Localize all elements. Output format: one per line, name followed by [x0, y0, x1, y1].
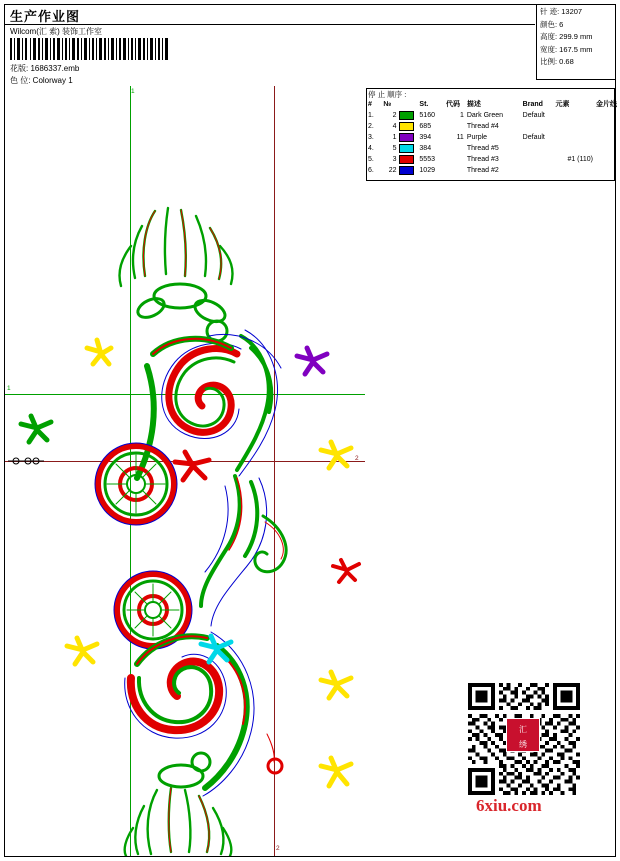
row-brand: Default	[522, 134, 545, 141]
row-element	[555, 121, 596, 132]
row-brand: Default	[522, 112, 545, 119]
color-swatch	[399, 132, 419, 143]
row-element: #1 (110)	[567, 156, 593, 163]
yellow-flower	[67, 638, 97, 664]
color-swatch-chip	[399, 144, 414, 153]
colorway-label: 色 位: Colorway 1	[10, 76, 73, 85]
row-brand	[523, 143, 556, 154]
row-needle: 4	[392, 123, 397, 130]
row-code	[446, 121, 467, 132]
brand-stamp-text-2: 绣	[519, 740, 527, 749]
col-stitches: St.	[419, 100, 429, 108]
row-sequin	[596, 154, 620, 165]
row-element	[555, 132, 596, 143]
col-description: 描述	[466, 101, 481, 108]
row-stitches: 5160	[419, 112, 435, 119]
stop-sequence-table	[368, 99, 620, 176]
row-needle: 22	[388, 167, 397, 174]
color-swatch-chip	[399, 155, 414, 164]
software-label: Wilcom(汇 索) 装饰工作室	[10, 27, 102, 36]
row-stitches: 384	[419, 145, 432, 152]
guide-label-top: 1	[131, 88, 135, 95]
row-index: 3.	[368, 134, 374, 141]
row-description: Thread #5	[466, 145, 499, 152]
row-element	[555, 110, 596, 121]
page-title: 生产作业图	[10, 9, 81, 24]
info-colors: 颜色: 6	[540, 19, 564, 29]
row-stitches: 5553	[419, 156, 435, 163]
row-index: 1.	[368, 112, 374, 119]
row-needle: 5	[392, 145, 397, 152]
color-swatch	[399, 154, 419, 165]
table-row	[368, 143, 620, 154]
info-height: 高度: 299.9 mm	[540, 32, 593, 41]
row-stitches: 394	[419, 134, 432, 141]
color-swatch	[399, 165, 419, 176]
col-index: #	[368, 100, 372, 108]
stop-sequence-title: 停 止 顺序 :	[368, 90, 407, 99]
row-description: Purple	[466, 134, 488, 141]
header-divider	[5, 24, 535, 25]
row-sequin	[596, 121, 620, 132]
col-brand: Brand	[522, 100, 543, 108]
table-row	[368, 121, 620, 132]
table-header-row	[368, 99, 620, 110]
info-stitches: 针 迹: 13207	[540, 7, 583, 16]
row-needle: 3	[392, 156, 397, 163]
barcode-graphic	[10, 38, 170, 60]
row-sequin	[596, 110, 620, 121]
row-index: 2.	[368, 123, 374, 130]
design-svg	[5, 86, 365, 856]
embroidery-design-artwork	[5, 86, 365, 856]
row-sequin	[596, 165, 620, 176]
color-swatch-chip	[399, 122, 414, 131]
purple-flower	[297, 348, 327, 374]
design-file-label: 花版: 1686337.emb	[10, 64, 80, 73]
barcode	[10, 38, 170, 60]
guide-label-bottom: 2	[276, 845, 280, 852]
row-code	[446, 165, 467, 176]
col-sequin: 金片线	[596, 101, 617, 108]
site-watermark: 6xiu.com	[476, 796, 542, 815]
col-element: 元素	[555, 101, 570, 108]
yellow-flower	[321, 442, 351, 468]
color-swatch-chip	[399, 133, 414, 142]
row-stitches: 685	[419, 123, 432, 130]
row-needle: 2	[392, 112, 397, 119]
row-sequin	[596, 132, 620, 143]
row-stitches: 1029	[419, 167, 435, 174]
info-width: 宽度: 167.5 mm	[540, 44, 593, 54]
guide-label-right: 2	[355, 455, 359, 462]
color-swatch-chip	[399, 111, 414, 120]
row-description: Thread #2	[466, 167, 499, 174]
table-row	[368, 154, 620, 165]
row-brand	[523, 121, 556, 132]
color-swatch	[399, 110, 419, 121]
row-index: 6.	[368, 167, 374, 174]
row-element	[555, 165, 596, 176]
row-code: 1	[459, 112, 464, 119]
info-scale: 比例: 0.68	[540, 57, 574, 66]
yellow-flower	[321, 672, 351, 698]
row-code: 11	[456, 134, 464, 141]
row-code	[446, 154, 467, 165]
row-description: Dark Green	[466, 112, 504, 119]
color-swatch	[399, 121, 419, 132]
col-swatch	[399, 99, 419, 110]
table-row	[368, 110, 620, 121]
row-brand	[523, 165, 556, 176]
red-flower	[175, 452, 209, 480]
row-description: Thread #4	[466, 123, 499, 130]
row-description: Thread #3	[466, 156, 499, 163]
brand-stamp	[506, 718, 540, 752]
table-row	[368, 132, 620, 143]
design-info-box	[536, 5, 615, 80]
row-element	[555, 143, 596, 154]
row-needle: 1	[392, 134, 397, 141]
row-sequin	[596, 143, 620, 154]
color-swatch	[399, 143, 419, 154]
row-code	[446, 143, 467, 154]
guide-label-left: 1	[7, 385, 11, 392]
upper-circle-flower	[95, 443, 177, 525]
row-index: 4.	[368, 145, 374, 152]
color-swatch-chip	[399, 166, 414, 175]
table-row	[368, 165, 620, 176]
brand-stamp-text-1: 汇	[519, 725, 527, 734]
red-flower	[333, 560, 359, 582]
row-brand	[523, 154, 556, 165]
yellow-flower	[321, 758, 351, 786]
col-code: 代码	[445, 101, 460, 108]
row-index: 5.	[368, 156, 374, 163]
col-needle: №	[383, 100, 392, 108]
yellow-flower	[87, 340, 111, 364]
green-flower	[21, 416, 51, 442]
